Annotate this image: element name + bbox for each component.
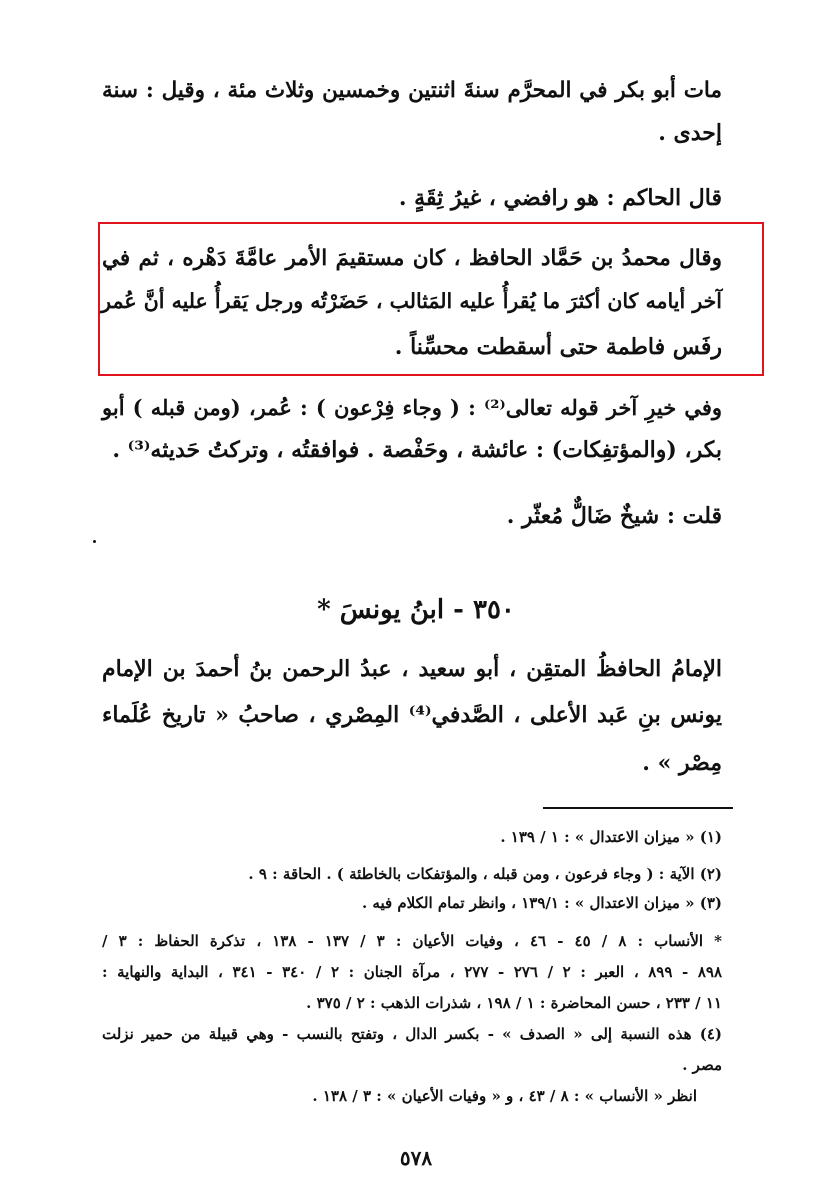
footnote-3: (٣) « ميزان الاعتدال » : ١٣٩/١ ، وانظر تمام الكلام فيه . xyxy=(361,894,722,912)
quote-line-2: آخر أيامه كان أكثرَ ما يُقرأُ عليه المَثالب ، حَضَرْتُه ورجل يَقرأُ عليه أنَّ عُمر xyxy=(101,289,722,313)
body-line-3: قال الحاكم : هو رافضي ، غيرُ ثِقَةٍ . xyxy=(398,185,722,211)
entry-line-2: يونس بنِ عَبد الأعلى ، الصَّدفي⁽⁴⁾ المِصْري ، صاحبُ « تاريخ عُلَماء xyxy=(102,702,722,728)
body-line-6: قلت : شيخٌ ضَالٌّ مُعثّر . xyxy=(506,503,722,529)
footnote-separator xyxy=(543,807,733,809)
page-number: ٥٧٨ xyxy=(399,1146,433,1170)
footnote-2: (٢) الآية : ( وجاء فرعون ، ومن قبله ، والمؤتفكات بالخاطئة ) . الحاقة : ٩ . xyxy=(248,865,722,883)
body-line-5: بكر، (والمؤتفِكات) : عائشة ، وحَفْصة . فوافقتُه ، وتركتُ حَديثه⁽³⁾ . xyxy=(112,437,722,463)
entry-line-1: الإمامُ الحافظُ المتقِن ، أبو سعيد ، عبدُ الرحمن بنُ أحمدَ بن الإمام xyxy=(102,656,722,682)
footnote-4-line-1: (٤) هذه النسبة إلى « الصدف » - بكسر الدال ، وتفتح بالنسب - وهي قبيلة من حمير نزلت xyxy=(102,1025,722,1043)
footnote-4-line-3: انظر « الأنساب » : ٨ / ٤٣ ، و « وفيات الأعيان » : ٣ / ١٣٨ . xyxy=(312,1087,697,1105)
entry-heading: ٣٥٠ - ابنُ يونسَ * xyxy=(317,595,515,625)
footnote-4-line-2: مصر . xyxy=(682,1056,722,1074)
quote-line-1: وقال محمدُ بن حَمَّاد الحافظ ، كان مستقيمَ الأمر عامَّةَ دَهْره ، ثم في xyxy=(102,246,722,271)
body-line-1: مات أبو بكر في المحرَّم سنةَ اثنتين وخمسين وثلاث مئة ، وقيل : سنة xyxy=(102,78,722,103)
stray-dot xyxy=(93,540,96,543)
footnote-1: (١) « ميزان الاعتدال » : ١ / ١٣٩ . xyxy=(500,828,722,846)
body-line-2: إحدى . xyxy=(658,120,722,146)
body-line-4: وفي خيرِ آخر قوله تعالى⁽²⁾ : ( وجاء فِرْعون ) : عُمر، (ومن قبله ) أبو xyxy=(102,395,723,420)
entry-line-3: مِصْر » . xyxy=(642,750,722,776)
quote-line-3: رفَس فاطمة حتى أسقطت محسِّناً . xyxy=(394,334,722,360)
footnote-star-line-3: ١١ / ٢٣٣ ، حسن المحاضرة : ١ / ١٩٨ ، شذرات الذهب : ٢ / ٣٧٥ . xyxy=(306,994,722,1012)
footnote-star-line-2: ٨٩٨ - ٨٩٩ ، العبر : ٢ / ٢٧٦ - ٢٧٧ ، مرآة الجنان : ٢ / ٣٤٠ - ٣٤١ ، البداية والنهاية : xyxy=(102,963,723,981)
footnote-star-line-1: * الأنساب : ٨ / ٤٥ - ٤٦ ، وفيات الأعيان : ٣ / ١٣٧ - ١٣٨ ، تذكرة الحفاظ : ٣ / xyxy=(102,932,722,950)
